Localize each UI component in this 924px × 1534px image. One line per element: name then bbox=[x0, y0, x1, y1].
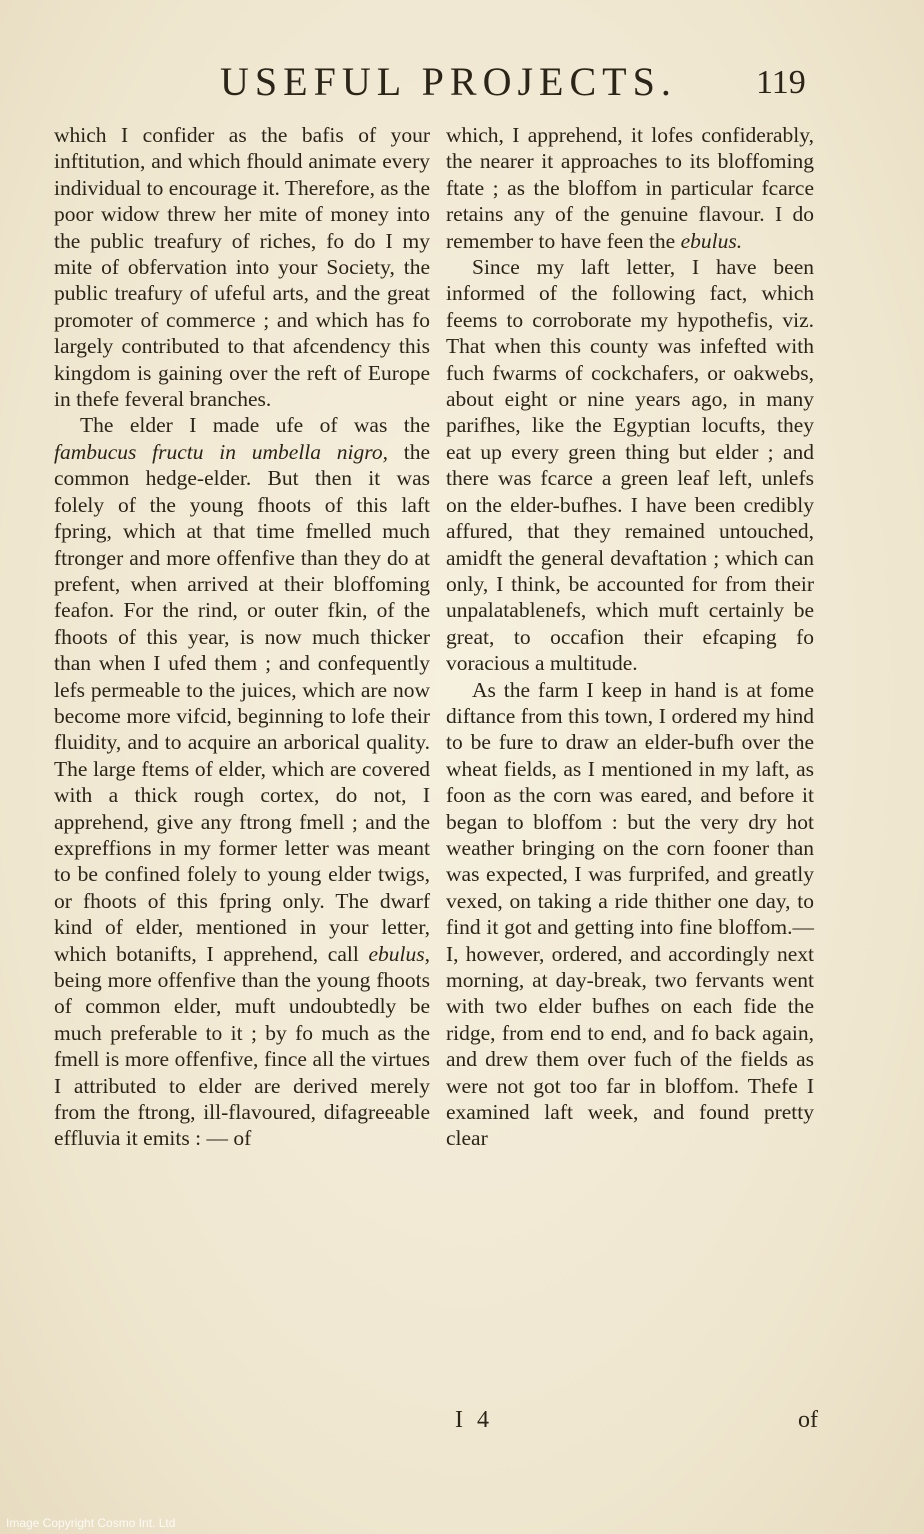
page-number: 119 bbox=[756, 64, 806, 101]
running-head: USEFUL PROJECTS. bbox=[220, 59, 677, 104]
left-paragraph-2 bbox=[54, 412, 430, 1151]
text-run: The elder I made ufe of was the bbox=[80, 413, 430, 438]
right-paragraph-1 bbox=[446, 122, 814, 254]
catchword: of bbox=[798, 1407, 818, 1433]
latin-name: ebulus bbox=[368, 941, 425, 966]
copyright-notice: Image Copyright Cosmo Int. Ltd bbox=[6, 1516, 176, 1530]
latin-name: ebulus. bbox=[680, 228, 743, 253]
right-column bbox=[446, 122, 814, 1152]
text-run: , being more offenfive than the young fhoots of common elder, muft undoubtedly be much preferable to it ; by fo much as the fmell is more offenfive, fince all the virtues I attributed to elder are derived merely from the ftrong, ill-flavoured, difagreeable effluvia it emits : — of bbox=[54, 941, 431, 1151]
signature-mark: I 4 bbox=[455, 1407, 493, 1433]
latin-name: fambucus fructu in umbella nigro, bbox=[54, 439, 388, 464]
text-run: the common hedge-elder. But then it was folely of the young fhoots of this laft fpring, which at that time fmelled much ftronger and more offenfive than they do at prefent, when arrived at their bloffoming feafon. For the rind, or outer fkin, of the fhoots of this year, is now much thicker than when I ufed them ; and confequently lefs permeable to the juices, which are now become more vifcid, beginning to lofe their fluidity, and to acquire an arborical quality. The large ftems of elder, which are covered with a thick rough cortex, do not, I apprehend, give any ftrong fmell ; and the expreffions in my former letter was meant to be confined folely to young elder twigs, or fhoots of this fpring only. The dwarf kind of elder, mentioned in your letter, which botanifts, I apprehend, call bbox=[54, 439, 430, 966]
left-paragraph-1: which I confider as the bafis of your inftitution, and which fhould animate every individual to encourage it. Therefore, as the poor widow threw her mite of money into the public treafury of riches, fo do I my mite of obfervation into your Society, the public treafury of ufeful arts, and the great promoter of commerce ; and which has fo largely contributed to that afcendency this kingdom is gaining over the reft of Europe in thefe feveral branches. bbox=[54, 123, 430, 412]
right-paragraph-2: Since my laft letter, I have been informed of the following fact, which feems to corroborate my hypothefis, viz. That when this county was infefted with fuch fwarms of cockchafers, or oakwebs, about eight or nine years ago, in many parifhes, like the Egyptian locufts, they eat up every green thing but elder ; and there was fcarce a green leaf left, unlefs on the elder-bufhes. I have been credibly affured, that they remained untouched, amidft the general devaftation ; which can only, I think, be accounted for from their unpalatablenefs, which muft certainly be great, to occafion their efcaping fo voracious a multitude. bbox=[446, 255, 814, 676]
right-paragraph-3: As the farm I keep in hand is at fome diftance from this town, I ordered my hind to be fure to draw an elder-bufh over the wheat fields, as I mentioned in my laft, as foon as the corn was eared, and before it began to bloffom : but the very dry hot weather bringing on the corn fooner than was expected, I was furprifed, and greatly vexed, on taking a ride thither one day, to find it got and getting into fine bloffom.— I, however, ordered, and accordingly next morning, at day-break, two fervants went with two elder bufhes on each fide the ridge, from end to end, and fo back again, and drew them over fuch of the fields as were not got too far in bloffom. Thefe I examined laft week, and found pretty clear bbox=[446, 677, 814, 1151]
left-column bbox=[54, 122, 430, 1152]
text-run: which, I apprehend, it lofes confiderably, the nearer it approaches to its bloffoming ftate ; as the bloffom in particular fcarce retains any of the genuine flavour. I do remember to have feen the bbox=[446, 123, 814, 253]
